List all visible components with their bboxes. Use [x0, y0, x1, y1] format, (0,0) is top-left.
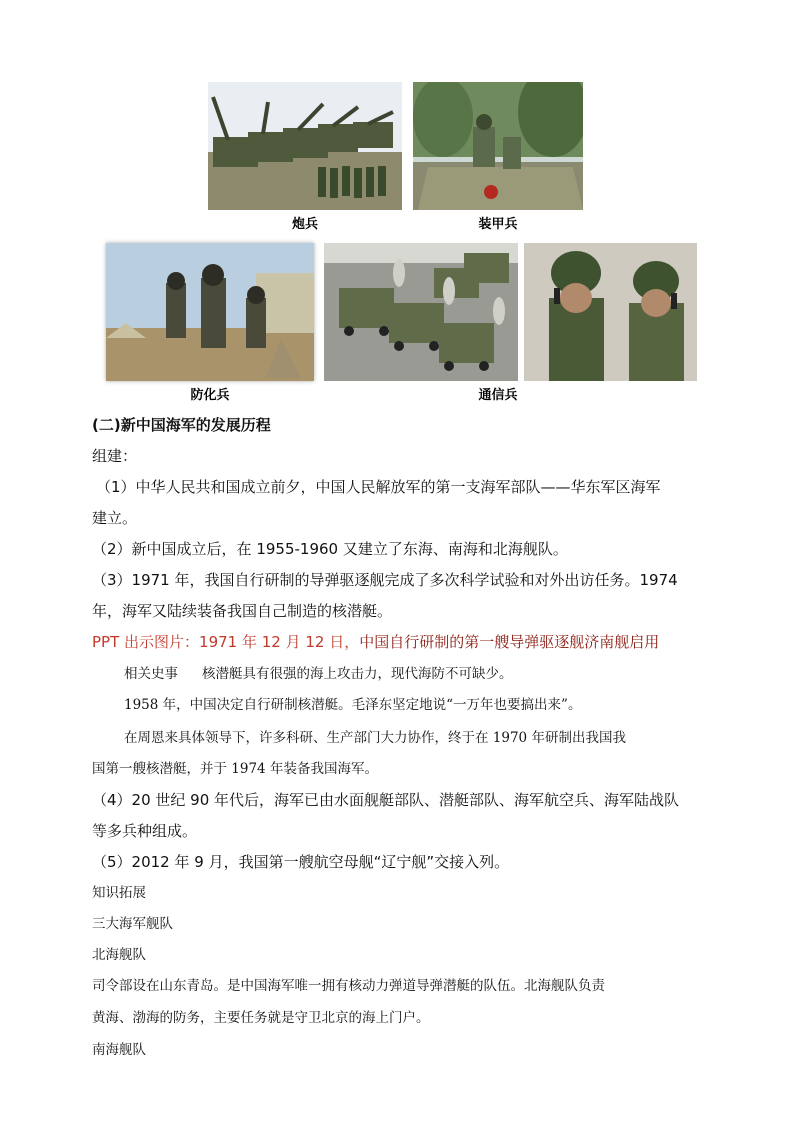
story-paragraph-3-line-2: 国第一艘核潜艇，并于 1974 年装备我国海军。: [92, 761, 378, 777]
south-fleet-title: 南海舰队: [92, 1042, 146, 1058]
signals-caption: 通信兵: [478, 388, 518, 403]
knowledge-extension-label: 知识拓展: [92, 885, 146, 901]
item-1-line-2: 建立。: [92, 509, 138, 527]
story-text: 核潜艇具有很强的海上攻击力，现代海防不可缺少。: [202, 666, 513, 682]
formation-label: 组建：: [92, 447, 138, 465]
chemical-defense-caption: 防化兵: [190, 388, 230, 403]
north-fleet-line-2: 黄海、渤海的防务，主要任务就是守卫北京的海上门户。: [92, 1010, 430, 1026]
item-4-line-2: 等多兵种组成。: [92, 822, 198, 840]
artillery-caption: 炮兵: [291, 217, 318, 232]
item-2: （2）新中国成立后，在 1955-1960 又建立了东海、南海和北海舰队。: [92, 540, 568, 558]
armor-photo: [413, 82, 583, 210]
north-fleet-line-1: 司令部设在山东青岛。是中国海军唯一拥有核动力弹道导弹潜艇的队伍。北海舰队负责: [92, 978, 605, 994]
story-paragraph-2: 1958 年，中国决定自行研制核潜艇。毛泽东坚定地说“一万年也要搞出来”。: [124, 697, 582, 713]
item-1-line-1: （1）中华人民共和国成立前夕，中国人民解放军的第一支海军部队——华东军区海军: [96, 478, 661, 496]
item-4-line-1: （4）20 世纪 90 年代后，海军已由水面舰艇部队、潜艇部队、海军航空兵、海军陆战队: [92, 791, 680, 809]
story-label: 相关史事: [124, 666, 178, 682]
section-heading: (二)新中国海军的发展历程: [92, 416, 271, 434]
armor-caption: 装甲兵: [478, 217, 518, 232]
ppt-note-prefix: PPT 出示图片：1971 年 12 月 12 日，: [92, 633, 360, 651]
story-line-1: [124, 664, 513, 684]
item-3-line-1: （3）1971 年，我国自行研制的导弹驱逐舰完成了多次科学试验和对外出访任务。1974: [92, 571, 678, 589]
north-fleet-title: 北海舰队: [92, 947, 146, 963]
item-3-line-2: 年，海军又陆续装备我国自己制造的核潜艇。: [92, 602, 393, 620]
story-paragraph-3-line-1: 在周恩来具体领导下，许多科研、生产部门大力协作，终于在 1970 年研制出我国我: [124, 730, 626, 746]
ppt-note-rest: 中国自行研制的第一艘导弹驱逐舰济南舰启用: [359, 633, 660, 651]
artillery-photo: [208, 82, 402, 210]
ppt-note: [92, 632, 659, 652]
signals-trucks-photo: [324, 243, 518, 381]
signals-soldiers-photo: [524, 243, 697, 381]
three-fleets-title: 三大海军舰队: [92, 916, 173, 932]
item-5: （5）2012 年 9 月，我国第一艘航空母舰“辽宁舰”交接入列。: [92, 853, 510, 871]
chemical-defense-photo: [106, 243, 314, 381]
